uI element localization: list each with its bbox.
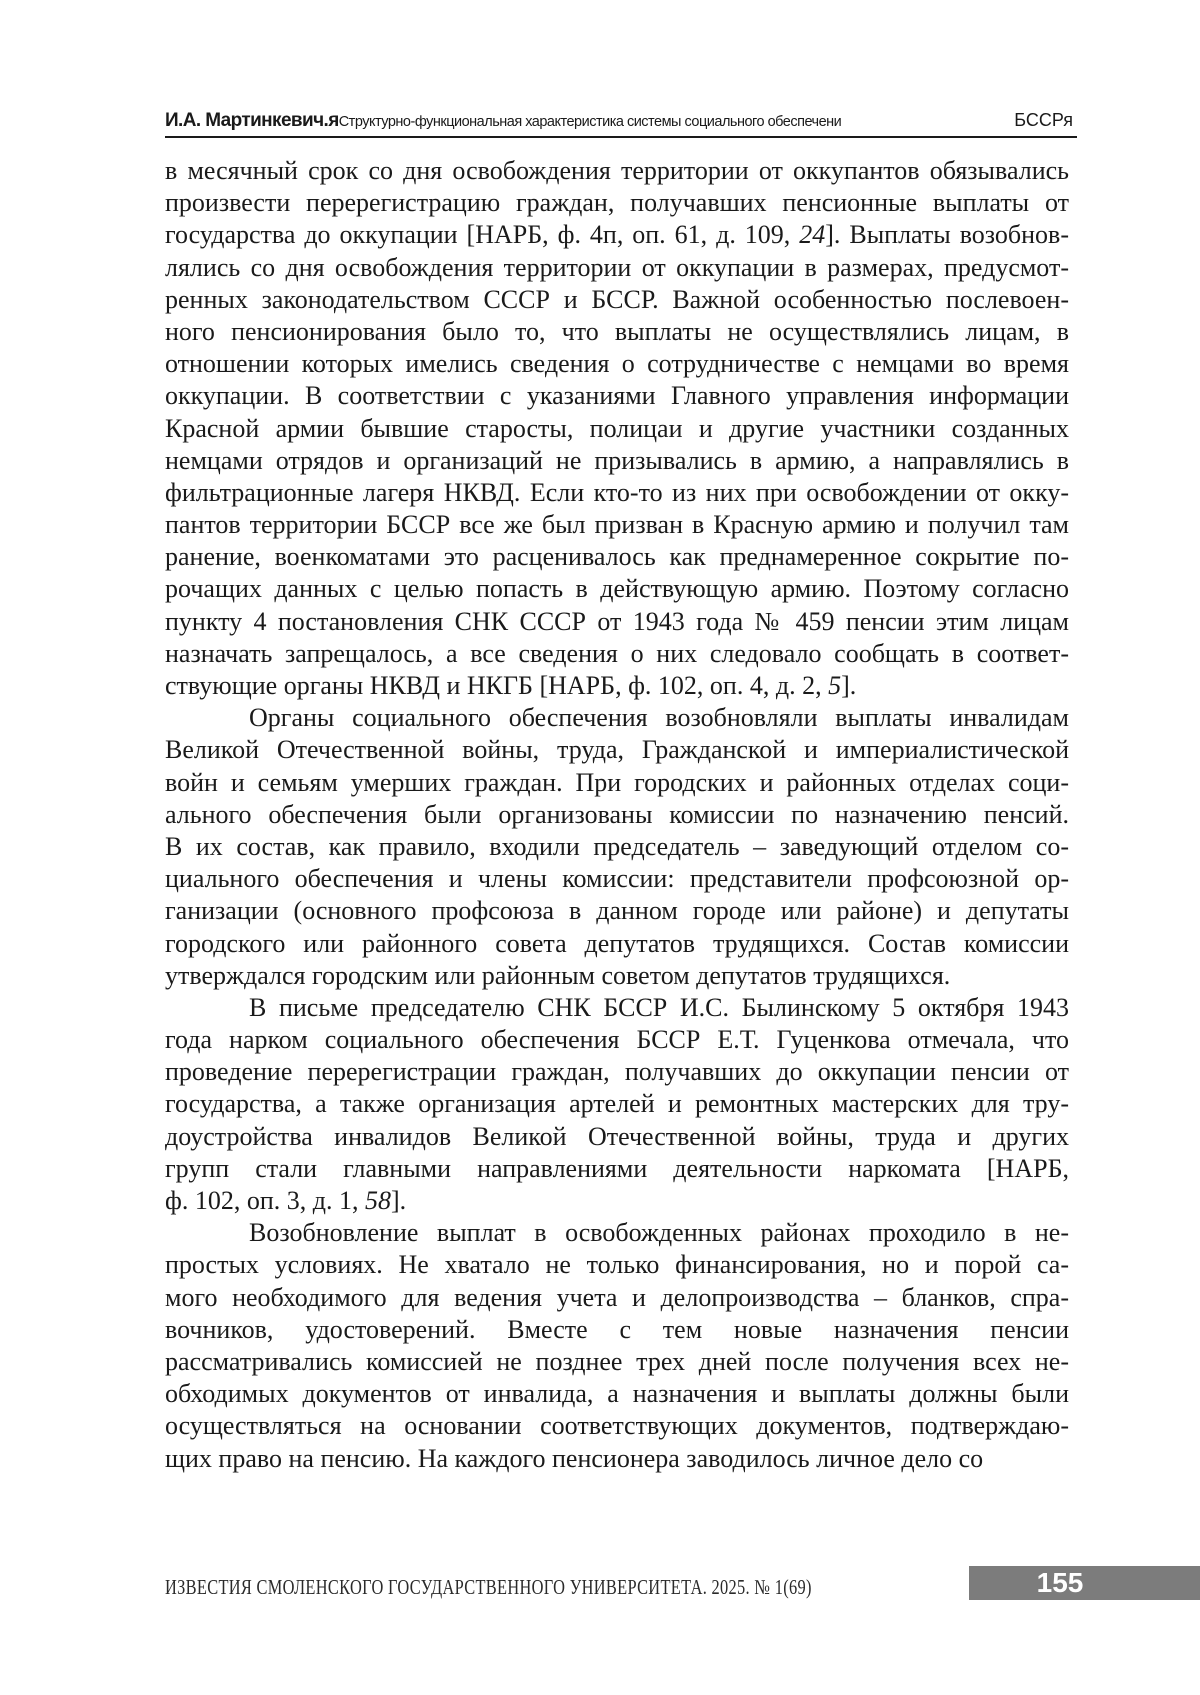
text-line: осуществляться на основании соответствующих документов, подтверждаю-: [165, 1411, 1069, 1441]
text-line: немцами отрядов и организаций не призывались в армию, а направлялись в: [165, 445, 1069, 475]
text-line: в месячный срок со дня освобождения территории от оккупантов обязывались: [165, 156, 1069, 185]
text-segment: ствующие органы НКВД и НКГБ [НАРБ, ф. 102, оп. 4, д. 2,: [165, 671, 829, 700]
text-line: [165, 1185, 1069, 1217]
text-line: ренных законодательством СССР и БССР. Важной особенностью послевоен-: [165, 284, 1069, 314]
text-line: групп стали главными направлениями деятельности наркомата [НАРБ,: [165, 1153, 1069, 1183]
text-segment: государства до оккупации [НАРБ, ф. 4п, оп. 61, д. 109,: [165, 220, 800, 250]
text-segment: ]. Выплаты возобнов-: [825, 220, 1069, 250]
text-line: вочников, удостоверений. Вместе с тем новые назначения пенсии: [165, 1314, 1069, 1344]
citation-page: 58: [365, 1186, 391, 1215]
text-line: В их состав, как правило, входили председатель – заведующий отделом со-: [165, 831, 1069, 861]
text-line: пункту 4 постановления СНК СССР от 1943 года № 459 пенсии этим лицам: [165, 606, 1069, 636]
text-line: Органы социального обеспечения возобновляли выплаты инвалидам: [249, 703, 1069, 733]
text-line: ного пенсионирования было то, что выплаты не осуществлялись лицам, в: [165, 316, 1069, 346]
text-line: назначать запрещалось, а все сведения о них следовало сообщать в соответ-: [165, 638, 1069, 668]
text-line: лялись со дня освобождения территории от оккупации в размерах, предусмот-: [165, 252, 1069, 282]
text-line: городского или районного совета депутатов трудящихся. Состав комиссии: [165, 928, 1069, 958]
text-line: ганизации (основного профсоюза в данном городе или районе) и депутаты: [165, 896, 1069, 926]
text-line: циального обеспечения и члены комиссии: представители профсоюзной ор-: [165, 864, 1069, 894]
paragraph: [165, 992, 1069, 1217]
text-line: Великой Отечественной войны, труда, Гражданской и империалистической: [165, 735, 1069, 765]
text-line: доустройства инвалидов Великой Отечественной войны, труда и других: [165, 1121, 1069, 1151]
text-line: оккупации. В соответствии с указаниями Главного управления информации: [165, 381, 1069, 411]
text-line: [165, 670, 1069, 702]
text-line: простых условиях. Не хватало не только финансирования, но и порой са-: [165, 1250, 1069, 1280]
text-line: пантов территории БССР все же был призван в Красную армию и получил там: [165, 510, 1069, 540]
header-author: И.А. Мартинкевич.: [165, 110, 329, 131]
text-line: фильтрационные лагеря НКВД. Если кто-то из них при освобождении от окку-: [165, 477, 1069, 507]
text-line: отношении которых имелись сведения о сотрудничестве с немцами во время: [165, 349, 1069, 379]
text-segment: ф. 102, оп. 3, д. 1,: [165, 1186, 365, 1215]
text-line: произвести перерегистрацию граждан, получавших пенсионные выплаты от: [165, 188, 1069, 218]
header-author-suffix: я: [328, 110, 339, 131]
text-line: войн и семьям умерших граждан. При городских и районных отделах соци-: [165, 767, 1069, 797]
citation-page: 24: [799, 220, 826, 250]
running-header: [165, 110, 1077, 138]
text-line: Возобновление выплат в освобожденных районах проходило в не-: [249, 1218, 1069, 1248]
text-line: года нарком социального обеспечения БССР Е.Т. Гуценкова отмечала, что: [165, 1025, 1069, 1055]
text-line: Красной армии бывшие старосты, полицаи и другие участники созданных: [165, 413, 1069, 443]
header-article-title: Структурно-функциональная характеристика системы социального обеспечени: [338, 114, 842, 130]
text-line: мого необходимого для ведения учета и делопроизводства – бланков, спра-: [165, 1282, 1069, 1312]
paragraph: [165, 155, 1069, 702]
text-line: ального обеспечения были организованы комиссии по назначению пенсий.: [165, 799, 1069, 829]
text-line: проведение перерегистрации граждан, получавших до оккупации пенсии от: [165, 1057, 1069, 1087]
header-bssr: БССРя: [1014, 110, 1073, 130]
paragraph: [165, 1217, 1069, 1475]
text-line: ранение, военкоматами это расценивалось как преднамеренное сокрытие по-: [165, 542, 1069, 572]
text-line: рассматривались комиссией не позднее трех дней после получения всех не-: [165, 1346, 1069, 1376]
citation-page: 5: [828, 671, 842, 700]
text-line: рочащих данных с целью попасть в действующую армию. Поэтому согласно: [165, 574, 1069, 604]
text-segment: ].: [391, 1186, 407, 1215]
footer-journal-title: ИЗВЕСТИЯ СМОЛЕНСКОГО ГОСУДАРСТВЕННОГО УНИВЕРСИТЕТА. 2025. № 1(69): [165, 1575, 812, 1599]
text-line: щих право на пенсию. На каждого пенсионера заводилось личное дело со: [165, 1443, 984, 1473]
article-body: [165, 155, 1069, 1475]
text-segment: ].: [841, 671, 857, 700]
text-line: В письме председателю СНК БССР И.С. Былинскому 5 октября 1943: [249, 992, 1069, 1022]
text-line: государства, а также организация артелей и ремонтных мастерских для тру-: [165, 1089, 1069, 1119]
text-line: утверждался городским или районным советом депутатов трудящихся.: [165, 960, 951, 990]
paragraph: [165, 702, 1069, 992]
text-line: обходимых документов от инвалида, а назначения и выплаты должны были: [165, 1379, 1069, 1409]
page-number: 155: [1036, 1567, 1084, 1598]
text-line: [165, 219, 1069, 251]
